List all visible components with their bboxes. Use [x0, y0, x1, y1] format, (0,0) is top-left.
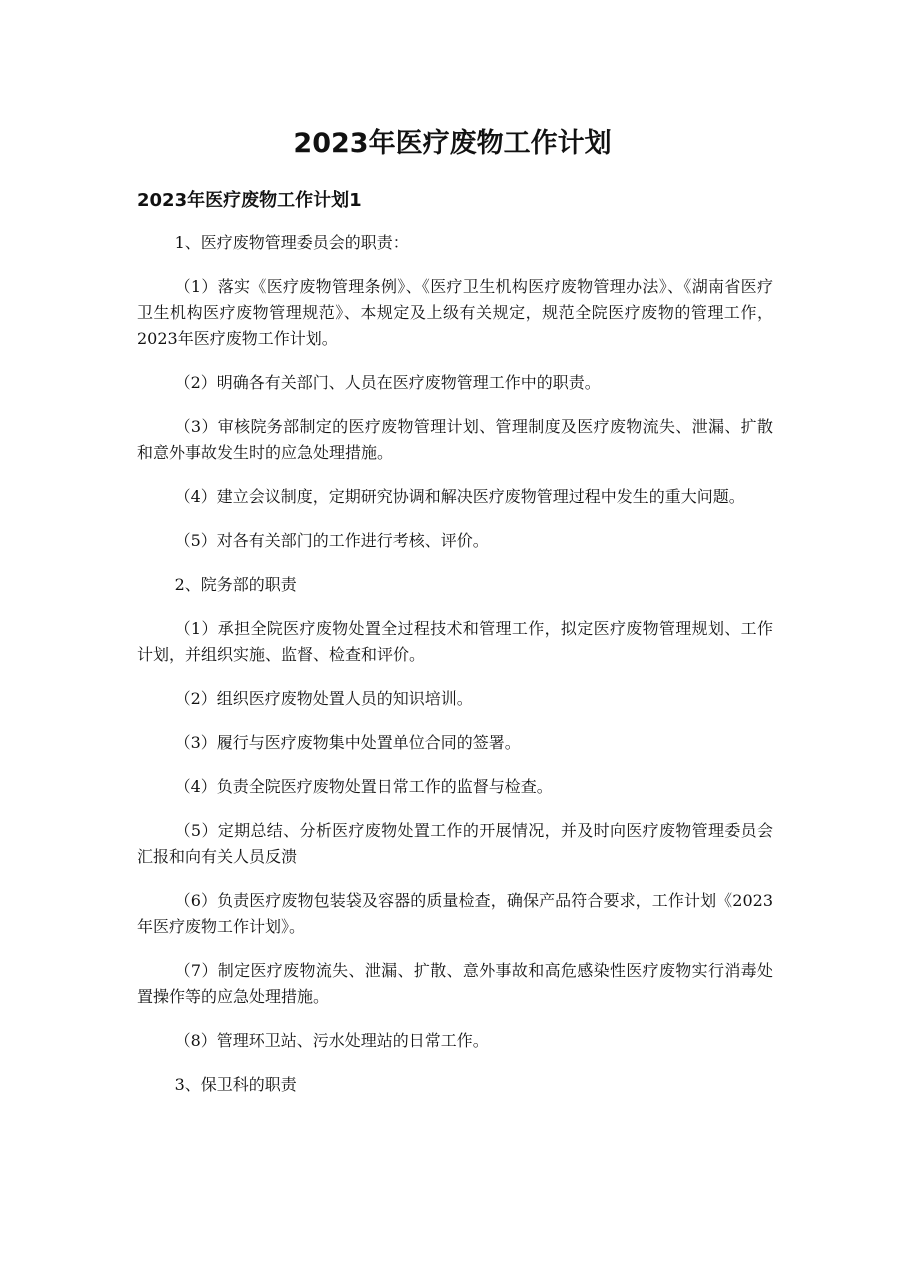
paragraph: （1）承担全院医疗废物处置全过程技术和管理工作，拟定医疗废物管理规划、工作计划，并组织实施、监督、检查和评价。 [137, 619, 773, 664]
paragraph: （6）负责医疗废物包装袋及容器的质量检查，确保产品符合要求，工作计划《2023年医疗废物工作计划》。 [137, 891, 773, 936]
paragraph: （5）对各有关部门的工作进行考核、评价。 [174, 531, 489, 550]
paragraph: （7）制定医疗废物流失、泄漏、扩散、意外事故和高危感染性医疗废物实行消毒处置操作等的应急处理措施。 [137, 961, 773, 1006]
paragraph: （2）组织医疗废物处置人员的知识培训。 [174, 689, 473, 708]
paragraph: （4）负责全院医疗废物处置日常工作的监督与检查。 [174, 777, 553, 796]
paragraph: （5）定期总结、分析医疗废物处置工作的开展情况，并及时向医疗废物管理委员会汇报和向有关人员反溃 [137, 821, 773, 866]
paragraph: （3）履行与医疗废物集中处置单位合同的签署。 [174, 733, 521, 752]
section-heading: 2023年医疗废物工作计划1 [137, 190, 362, 211]
document-title: 2023年医疗废物工作计划 [293, 128, 612, 159]
paragraph: （1）落实《医疗废物管理条例》、《医疗卫生机构医疗废物管理办法》、《湖南省医疗卫生机构医疗废物管理规范》、本规定及上级有关规定，规范全院医疗废物的管理工作，2023年医疗废物工作计划。 [137, 277, 773, 348]
paragraph: （4）建立会议制度，定期研究协调和解决医疗废物管理过程中发生的重大问题。 [174, 487, 745, 506]
paragraph: 3、保卫科的职责 [174, 1075, 297, 1094]
paragraph: （2）明确各有关部门、人员在医疗废物管理工作中的职责。 [174, 373, 601, 392]
document-body [137, 230, 773, 1116]
paragraph: （3）审核院务部制定的医疗废物管理计划、管理制度及医疗废物流失、泄漏、扩散和意外事故发生时的应急处理措施。 [137, 417, 773, 462]
paragraph: 1、医疗废物管理委员会的职责： [174, 233, 409, 252]
paragraph: 2、院务部的职责 [174, 575, 297, 594]
paragraph: （8）管理环卫站、污水处理站的日常工作。 [174, 1031, 489, 1050]
